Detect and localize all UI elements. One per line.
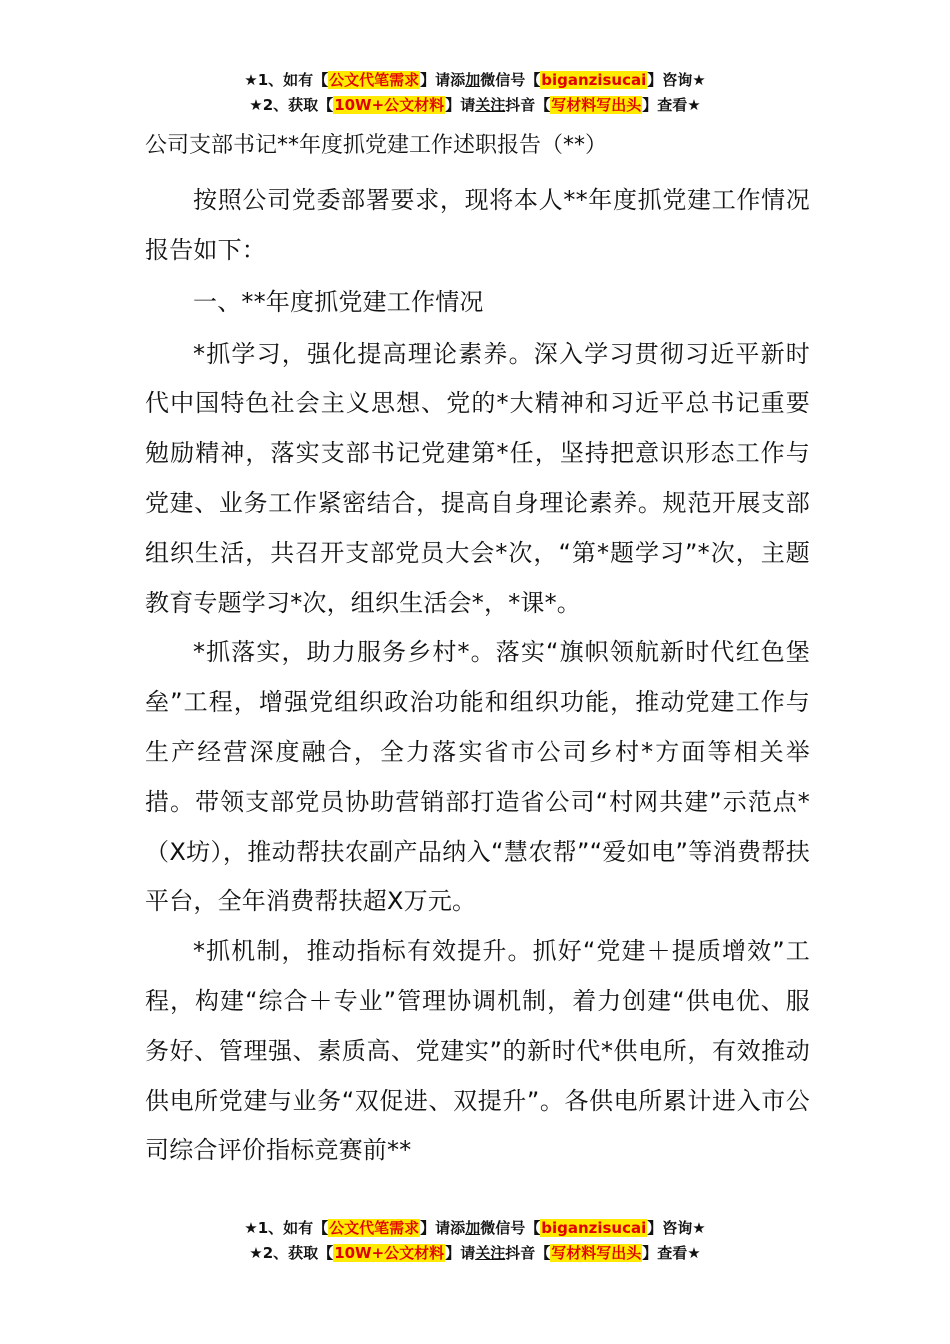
promo-highlight: 10W+公文材料 xyxy=(334,96,445,114)
promo-text: 】请添 xyxy=(420,71,466,89)
promo-text: 】查看★ xyxy=(642,96,701,114)
promo-text: 】请 xyxy=(445,96,476,114)
promo-highlight: 公文代笔需求 xyxy=(329,1219,420,1237)
body-paragraph: *抓机制，推动指标有效提升。抓好“党建＋提质增效”工程，构建“综合＋专业”管理协调机制，着力创建“供电优、服务好、管理强、素质高、党建实”的新时代*供电所，有效推动供电所党建与业务“双促进、双提升”。各供电所累计进入市公司综合评价指标竞赛前** xyxy=(145,937,810,1165)
top-promo-banner xyxy=(0,68,950,118)
promo-line-1 xyxy=(0,1216,950,1241)
body-paragraph: *抓学习，强化提高理论素养。深入学习贯彻习近平新时代中国特色社会主义思想、党的*大精神和习近平总书记重要勉励精神，落实支部书记党建第*任，坚持把意识形态工作与党建、业务工作紧密结合，提高自身理论素养。规范开展支部组织生活，共召开支部党员大会*次，“第*题学习”*次，主题教育专题学习*次，组织生活会*，*课*。 xyxy=(145,339,810,617)
promo-text: 】查看★ xyxy=(642,1244,701,1262)
promo-line-2 xyxy=(0,1241,950,1266)
promo-text: 】咨询★ xyxy=(647,71,706,89)
promo-text: ★2、获取【 xyxy=(249,1244,334,1262)
promo-text: ★2、获取【 xyxy=(249,96,334,114)
promo-highlight: 写材料写出头 xyxy=(551,1244,642,1262)
intro-paragraph: 按照公司党委部署要求，现将本人**年度抓党建工作情况报告如下： xyxy=(145,186,810,264)
promo-text: ★1、如有【 xyxy=(244,71,329,89)
promo-line-2 xyxy=(0,93,950,118)
promo-highlight: 10W+公文材料 xyxy=(334,1244,445,1262)
promo-text: 】请添 xyxy=(420,1219,466,1237)
promo-text: 】请 xyxy=(445,1244,476,1262)
promo-highlight: 公文代笔需求 xyxy=(329,71,420,89)
promo-emphasis: 加 xyxy=(465,71,481,89)
promo-text: 抖音【 xyxy=(505,1244,551,1262)
promo-text: ★1、如有【 xyxy=(244,1219,329,1237)
promo-highlight: biganzisucai xyxy=(541,1219,647,1237)
promo-emphasis: 关注 xyxy=(475,96,506,114)
promo-highlight: 写材料写出头 xyxy=(551,96,642,114)
body-paragraph: *抓落实，助力服务乡村*。落实“旗帜领航新时代红色堡垒”工程，增强党组织政治功能和组织功能，推动党建工作与生产经营深度融合，全力落实省市公司乡村*方面等相关举措。带领支部党员协助营销部打造省公司“村网共建”示范点*（X坊），推动帮扶农副产品纳入“慧农帮”“爱如电”等消费帮扶平台，全年消费帮扶超X万元。 xyxy=(145,638,810,916)
bottom-promo-banner xyxy=(0,1216,950,1266)
document-title: 公司支部书记**年度抓党建工作述职报告（**） xyxy=(145,133,608,158)
document-body xyxy=(145,124,810,1176)
section-heading: 一、**年度抓党建工作情况 xyxy=(193,287,484,316)
promo-line-1 xyxy=(0,68,950,93)
promo-text: 】咨询★ xyxy=(647,1219,706,1237)
promo-emphasis: 加 xyxy=(465,1219,481,1237)
promo-text: 抖音【 xyxy=(505,96,551,114)
promo-text: 微信号【 xyxy=(480,71,541,89)
promo-highlight: biganzisucai xyxy=(541,71,647,89)
promo-emphasis: 关注 xyxy=(475,1244,506,1262)
promo-text: 微信号【 xyxy=(480,1219,541,1237)
